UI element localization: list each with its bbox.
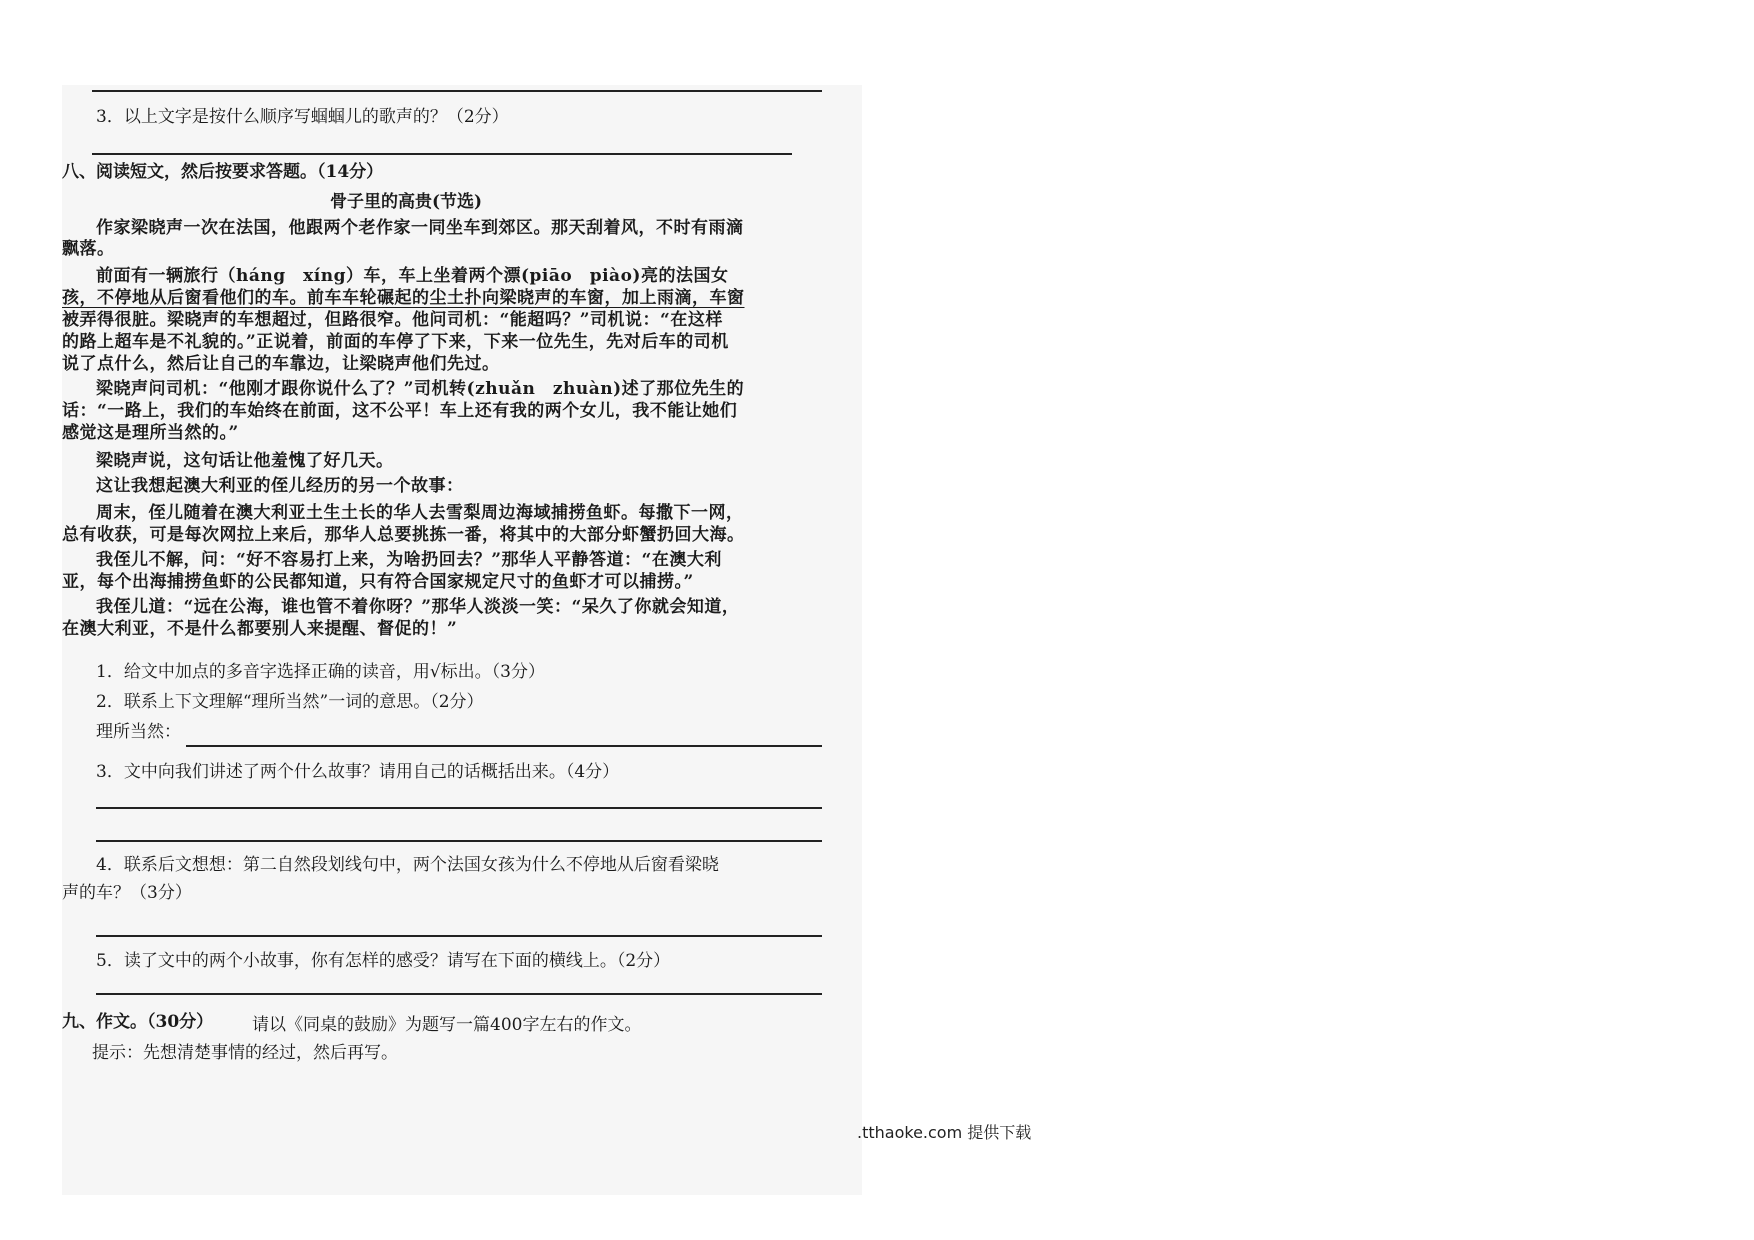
- passage-line: 亚，每个出海捕捞鱼虾的公民都知道，只有符合国家规定尺寸的鱼虾才可以捕捞。”: [62, 572, 694, 592]
- watermark: .tthaoke.com 提供下载: [857, 1123, 1032, 1142]
- passage-line: 总有收获，可是每次网拉上来后，那华人总要挑拣一番，将其中的大部分虾蟹扔回大海。: [62, 525, 745, 545]
- q9-heading: 九、作文。（30分）: [62, 1012, 214, 1032]
- passage-line: 说了点什么，然后让自己的车靠边，让梁晓声他们先过。: [62, 354, 500, 374]
- q8-item2: 2．联系上下文理解“理所当然”一词的意思。（2分）: [96, 692, 484, 712]
- answer-line: [96, 993, 822, 995]
- passage-line: 飘落。: [62, 239, 115, 259]
- passage-line: 作家梁晓声一次在法国，他跟两个老作家一同坐车到郊区。那天刮着风，不时有雨滴: [96, 218, 744, 238]
- passage-line: 的路上超车是不礼貌的。”正说着，前面的车停了下来，下来一位先生，先对后车的司机: [62, 332, 729, 352]
- answer-line: [96, 840, 822, 842]
- passage-line: 前面有一辆旅行（háng xíng）车，车上坐着两个漂(piāo piào)亮的法国女: [96, 266, 729, 286]
- q8-item1: 1．给文中加点的多音字选择正确的读音，用√标出。（3分）: [96, 662, 545, 682]
- passage-line: 我侄儿不解，问：“好不容易打上来，为啥扔回去？”那华人平静答道：“在澳大利: [96, 550, 722, 570]
- answer-line: [186, 745, 822, 747]
- passage-line: 我侄儿道：“远在公海，谁也管不着你呀？”那华人淡淡一笑：“呆久了你就会知道，: [96, 597, 740, 617]
- passage-line: 周末，侄儿随着在澳大利亚土生土长的华人去雪梨周边海域捕捞鱼虾。每撒下一网，: [96, 503, 744, 523]
- passage-title: 骨子里的高贵(节选): [330, 192, 483, 212]
- answer-line: [92, 90, 822, 92]
- answer-line: [96, 807, 822, 809]
- passage-line: 被弄得很脏。梁晓声的车想超过，但路很窄。他问司机：“能超吗？”司机说：“在这样: [62, 310, 723, 330]
- passage-line: 梁晓声问司机：“他刚才跟你说什么了？”司机转(zhuǎn zhuàn)述了那位先生的: [96, 379, 745, 399]
- q9-hint: 提示：先想清楚事情的经过，然后再写。: [92, 1043, 398, 1063]
- answer-line: [92, 153, 792, 155]
- passage-line: 梁晓声说，这句话让他羞愧了好几天。: [96, 451, 394, 471]
- q8-item5: 5．读了文中的两个小故事，你有怎样的感受？请写在下面的横线上。（2分）: [96, 951, 671, 971]
- passage-line: 在澳大利亚，不是什么都要别人来提醒、督促的！”: [62, 619, 458, 639]
- q7-item3: 3．以上文字是按什么顺序写蝈蝈儿的歌声的？（2分）: [96, 107, 509, 127]
- passage-line: 话：“一路上，我们的车始终在前面，这不公平！车上还有我的两个女儿，我不能让她们: [62, 401, 738, 421]
- passage-line-underlined: 孩，不停地从后窗看他们的车。前车车轮碾起的尘土扑向梁晓声的车窗，加上雨滴，车窗: [62, 288, 745, 308]
- q8-heading: 八、阅读短文，然后按要求答题。（14分）: [62, 162, 384, 182]
- passage-line: 感觉这是理所当然的。”: [62, 423, 239, 443]
- scanned-exam-page: [62, 85, 862, 1195]
- answer-line: [96, 935, 822, 937]
- q8-item4-line1: 4．联系后文想想：第二自然段划线句中，两个法国女孩为什么不停地从后窗看梁晓: [96, 855, 719, 875]
- q9-prompt: 请以《同桌的鼓励》为题写一篇400字左右的作文。: [252, 1015, 642, 1035]
- passage-line: 这让我想起澳大利亚的侄儿经历的另一个故事：: [96, 476, 464, 496]
- q8-item4-line2: 声的车？（3分）: [62, 883, 192, 903]
- q8-item3: 3．文中向我们讲述了两个什么故事？请用自己的话概括出来。（4分）: [96, 762, 620, 782]
- q8-item2-label: 理所当然：: [96, 722, 181, 742]
